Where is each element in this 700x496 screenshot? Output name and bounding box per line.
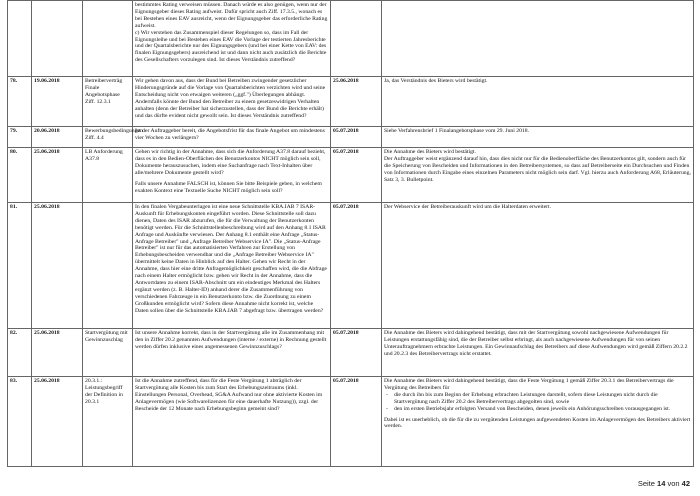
table-row bbox=[8, 203, 694, 329]
answer-bullet: - die durch ihn bis zum Beginn der Erhebung erbrachten Leistungen darstellt, sofern diese Leistungen nicht durch die Startvergütung nach Ziffer 20.2 des Betreibervertrags abgegolten sind, sowie bbox=[394, 392, 691, 406]
answer-bullet-list bbox=[384, 392, 691, 413]
row-date: 20.06.2018 bbox=[32, 127, 83, 148]
row-question: Wir gehen davon aus, dass der Bund bei Betreiben zwingender gesetzlicher Hinderungsgründe auf die Vorlage von Quartalsberichten verzichten wird und seine Entscheidung nicht von etwaigen weiteren („ggf.") Überlegungen abhängt. Andernfalls könnte der Bund den Betreiber zu einem gesetzeswidrigen Verhalten anhalten (denn der Betreiber hat sicherzustellen, dass der Bund die Berichte erhält) und das dürfte evident nicht gewollt sein. Ist dieses Verständnis zutreffend? bbox=[133, 77, 331, 127]
row-question: Ist unsere Annahme korrekt, dass in der Startvergütung alle im Zusammenhang mit den in Ziffer 20.2 genannten Aufwendungen (interne / externe) in Rechnung gestellt werden dürfen inklusive eines angemessenen Gewinnzuschlags? bbox=[133, 329, 331, 377]
question-paragraph: Gehen wir richtig in der Annahme, dass sich die Anforderung A37.8 darauf bezieht, dass es in den Bedien-Oberflächen des Benutzerkontos NICHT möglich sein soll, Dokumente herauszusuchen, indem eine Suchanfrage nach Text-Inhalten über alle/mehrere Dokumente gestellt wird? bbox=[135, 149, 326, 176]
answer-date bbox=[331, 1, 382, 77]
answer-paragraph: Die Annahme des Bieters wird bestätigt. bbox=[384, 149, 476, 155]
answer-date: 05.07.2018 bbox=[331, 203, 382, 329]
question-paragraph: bestimmtes Rating verweisen müssen. Danach würde es also genügen, wenn nur der Eignungsgeber dieses Rating aufweist. Dafür spricht auch Ziff. 17.3.5., wonach es bei Bestehen eines EAV ausreicht, wenn der Eignungsgeber das erforderliche Rating aufweist. bbox=[135, 2, 328, 29]
question-paragraph: Falls unsere Annahme FALSCH ist, können Sie bitte Beispiele geben, in welchem exakten Kontext eine Textuelle Suche NICHT möglich sein soll? bbox=[135, 180, 322, 194]
table-row bbox=[8, 127, 694, 148]
row-number: 78. bbox=[8, 77, 32, 127]
row-number: 83. bbox=[8, 377, 32, 467]
row-question bbox=[133, 1, 331, 77]
answer-date: 05.07.2018 bbox=[331, 127, 382, 148]
row-number bbox=[8, 1, 32, 77]
row-answer: Die Annahme des Bieters wird dahingehend bestätigt, dass mit der Startvergütung sowohl nachgewiesene Aufwendungen für Leistungen erstattungsfähig sind, die der Betreiber selbst erbringt, als auch nachgewiesene Aufwendungen für von seinen Unterauftragnehmern erbrachte Leistungen. Ein Gewinnaufschlag des Betreibers auf diese Aufwendungen wird gemäß Ziffern 20.2.2 und 20.2.3 des Betreibervertrags nicht erstattet. bbox=[382, 329, 694, 377]
table-row bbox=[8, 77, 694, 127]
answer-bullet: - den im ersten Betriebsjahr erfolgten Versand von Bescheiden, denen jeweils ein Anhörungsschreiben vorausgegangen ist. bbox=[394, 406, 691, 413]
row-topic: 20.3.1.: Leistungsbegriff der Definition in 20.3.1 bbox=[83, 377, 133, 467]
qa-table bbox=[7, 0, 694, 467]
row-answer: Ja, das Verständnis des Bieters wird bestätigt. bbox=[382, 77, 694, 127]
row-date: 19.06.2018 bbox=[32, 77, 83, 127]
row-number: 79. bbox=[8, 127, 32, 148]
row-topic: LB Anforderung A37.8 bbox=[83, 148, 133, 203]
table-row bbox=[8, 329, 694, 377]
row-number: 82. bbox=[8, 329, 32, 377]
footer-page-number: 14 bbox=[657, 479, 666, 488]
answer-paragraph: Der Auftraggeber weist ergänzend darauf hin, dass dies nicht nur für die Bedienoberfläche des Benutzerkontos gilt, sondern auch für die Speicherung von Bescheiden und Informationen in den Betreibersystemen, so dass auf Betreiberseite ein Durchsuchen und Finden von Informationen durch Eingabe eines einzelnen Parameters nicht möglich sein darf. Vgl. hierzu auch Anforderung A68, Erläuterung, Satz 3, 3. Bulletpoint. bbox=[384, 155, 691, 183]
answer-date: 05.07.2018 bbox=[331, 377, 382, 467]
answer-date: 05.07.2018 bbox=[331, 148, 382, 203]
row-answer bbox=[382, 1, 694, 77]
row-question: In den finalen Vergabeunterlagen ist eine neue Schnittstelle KBA.IAB 7 ISAR-Auskunft für Erhebungskonten eingeführt worden. Diese Schnittstelle soll dazu dienen, Daten des ISAR abzurufen, die für die Verwaltung der Benutzerkonten benötigt werden. Für die Schnittstellenbeschreibung wird auf den Anhang 8.1 ISAR Anfrage und Auskünfte verwiesen. Der Anhang 8.1 enthält eine Anfrage „Status-Anfrage Betreiber" und „Anfrage Betreiber Webservice IA". Die „Status-Anfrage Betreiber" ist nur für das automatisierten Verfahren zur Erstellung von Erhebungsbescheiden verwendbar und die „Anfrage Betreiber Webservice IA" übermittelt keine Daten in Hinblick auf den Halter. Gehen wir Recht in der Annahme, dass hier eine dritte Anfragemöglichkeit geschaffen wird, die die Abfrage nach einem Halter ermöglicht bzw. gehen wir Recht in der Annahme, dass die Antwortdaten zu einem ISAR-Abschnitt um ein eindeutiges Merkmal des Halters ergänzt werden (z. B. Halter-ID) anhand derer die Zusammenführung von verschiedenen Fahrzeuge in ein Benutzerkonto bzw. die Zuordnung zu einem Großkunden ermöglicht wird? Sofern diese Annahme nicht korrekt ist, welche Daten sollen über die Schnittstelle KBA.IAB 7 abgefragt bzw. übertragen werden? bbox=[133, 203, 331, 329]
row-answer bbox=[382, 148, 694, 203]
table-row bbox=[8, 148, 694, 203]
answer-date: 05.07.2018 bbox=[331, 329, 382, 377]
row-question: Ist die Annahme zutreffend, dass für die Feste Vergütung 1 abträglich der Startvergütung alle Kosten bis zum Start des Erhebungszeitraums (inkl. Einstellungen Personal, Overhead, SG&A Aufwand nur ohne aktivierte Kosten im Anlagevermögen (wie Softwarelizenzen für eine dauerhafte Nutzung)), zzgl. der Bescheide der 12 Monate nach Erhebungsbeginn gemeint sind? bbox=[133, 377, 331, 467]
answer-date: 25.06.2018 bbox=[331, 77, 382, 127]
footer-mid: von bbox=[667, 479, 680, 488]
question-paragraph: c) Wir verstehen das Zusammenspiel dieser Regelungen so, dass im Fall der Eignungsleihe und bei Bestehen eines EAV die Vorlage der testierten Jahresberichte und der Quartalsberichte nur des Eignungsgebers (und bei einer Kette von EAV: des finalen Eignungsgebers) ausreichend ist und dann nicht auch zusätzlich die Berichte des Gesellschafters vorzulegen sind. Ist dieses Verständnis zutreffend? bbox=[135, 29, 327, 64]
table-row bbox=[8, 1, 694, 77]
row-answer: Der Webservice der Betreiberauskunft wird um die Halterdaten erweitert. bbox=[382, 203, 694, 329]
row-number: 80. bbox=[8, 148, 32, 203]
row-answer: Siehe Verfahrensbrief 1 Finalangebotsphase vom 29. Juni 2018. bbox=[382, 127, 694, 148]
answer-paragraph: Die Annahme des Bieters wird dahingehend bestätigt, dass die Feste Vergütung 1 gemäß Ziffer 20.3.1 des Betreibervertrags die Vergütung des Betreibers für bbox=[384, 378, 674, 391]
row-number: 81. bbox=[8, 203, 32, 329]
row-date bbox=[32, 1, 83, 77]
table-row bbox=[8, 377, 694, 467]
row-question bbox=[133, 148, 331, 203]
answer-paragraph: Dabei ist es unerheblich, ob die für die zu vergütenden Leistungen aufgewendeten Kosten im Anlagevermögen des Betreibers aktiviert werden. bbox=[384, 416, 691, 430]
row-date: 25.06.2018 bbox=[32, 377, 83, 467]
row-topic: Betreiberverträg Finale Angebotsphase Ziff. 12.3.1 bbox=[83, 77, 133, 127]
row-date: 25.06.2018 bbox=[32, 203, 83, 329]
row-question: Ist der Auftraggeber bereit, die Angebotsfrist für das finale Angebot um mindestens vier Wochen zu verlängern? bbox=[133, 127, 331, 148]
row-date: 25.06.2018 bbox=[32, 329, 83, 377]
row-topic: Startvergütung mit Gewinnzuschlag bbox=[83, 329, 133, 377]
footer-page-total: 42 bbox=[681, 479, 690, 488]
row-topic bbox=[83, 203, 133, 329]
page-footer bbox=[638, 479, 690, 488]
row-date: 25.06.2018 bbox=[32, 148, 83, 203]
row-answer bbox=[382, 377, 694, 467]
footer-prefix: Seite bbox=[637, 479, 655, 488]
row-topic bbox=[83, 1, 133, 77]
row-topic: Bewerbungsbedingungen Ziff. 4.4 bbox=[83, 127, 133, 148]
